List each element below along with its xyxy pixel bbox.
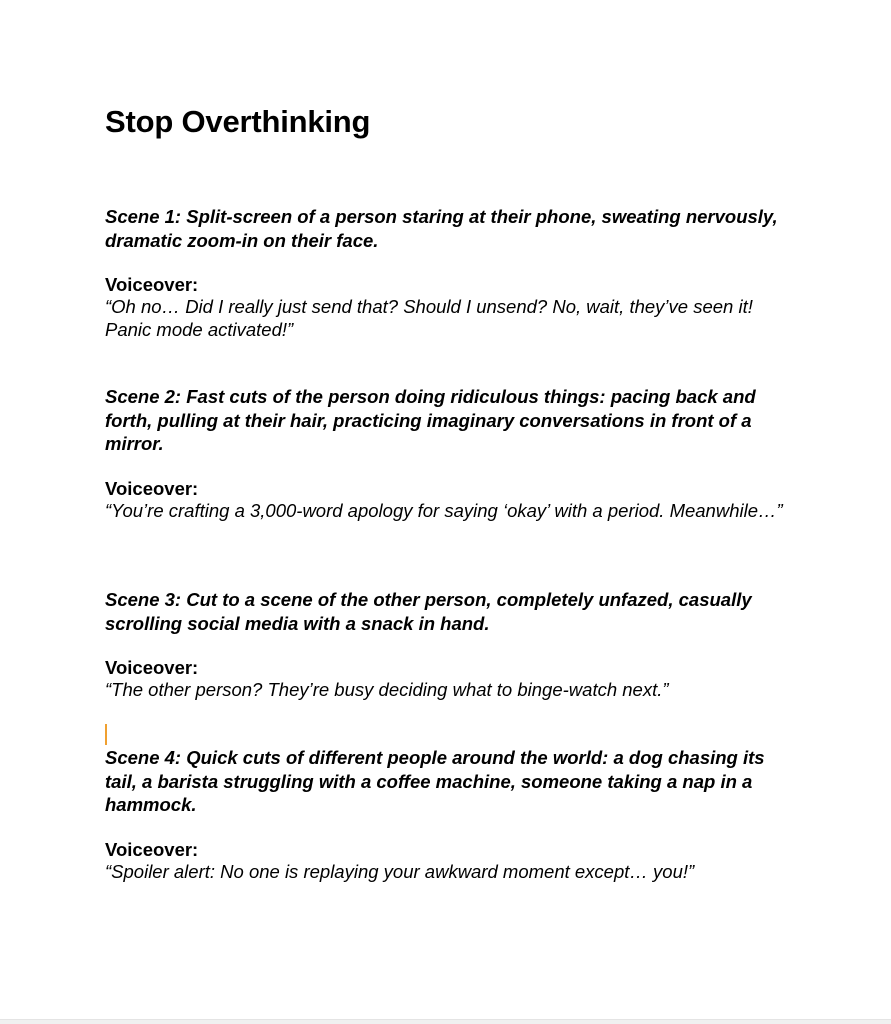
scene-block-4	[105, 746, 795, 883]
voiceover-label: Voiceover:	[105, 657, 199, 678]
scene-heading: Scene 4: Quick cuts of different people around the world: a dog chasing its tail, a barista struggling with a coffee machine, someone taking a nap in a hammock.	[105, 747, 765, 815]
scene-block-2	[105, 385, 795, 522]
page-bottom-edge	[0, 1019, 891, 1024]
scene-heading: Scene 2: Fast cuts of the person doing ridiculous things: pacing back and forth, pulling at their hair, practicing imaginary conversations in front of a mirror.	[105, 386, 756, 454]
voiceover-text: “Oh no… Did I really just send that? Should I unsend? No, wait, they’ve seen it! Panic mode activated!”	[105, 296, 753, 340]
scene-block-1	[105, 205, 795, 341]
scene-heading: Scene 1: Split-screen of a person staring at their phone, sweating nervously, dramatic zoom-in on their face.	[105, 206, 778, 251]
voiceover-label: Voiceover:	[105, 838, 199, 860]
page-title: Stop Overthinking	[105, 104, 371, 139]
scene-heading: Scene 3: Cut to a scene of the other person, completely unfazed, casually scrolling social media with a snack in hand.	[105, 589, 752, 634]
voiceover-text: “Spoiler alert: No one is replaying your awkward moment except… you!”	[105, 860, 695, 882]
voiceover-label: Voiceover:	[105, 274, 199, 295]
voiceover-label: Voiceover:	[105, 477, 199, 499]
voiceover-text: “The other person? They’re busy deciding what to binge-watch next.”	[105, 679, 669, 700]
voiceover-text: “You’re crafting a 3,000-word apology for saying ‘okay’ with a period. Meanwhile…”	[105, 499, 783, 521]
text-cursor	[105, 724, 107, 745]
scene-block-3	[105, 588, 795, 702]
